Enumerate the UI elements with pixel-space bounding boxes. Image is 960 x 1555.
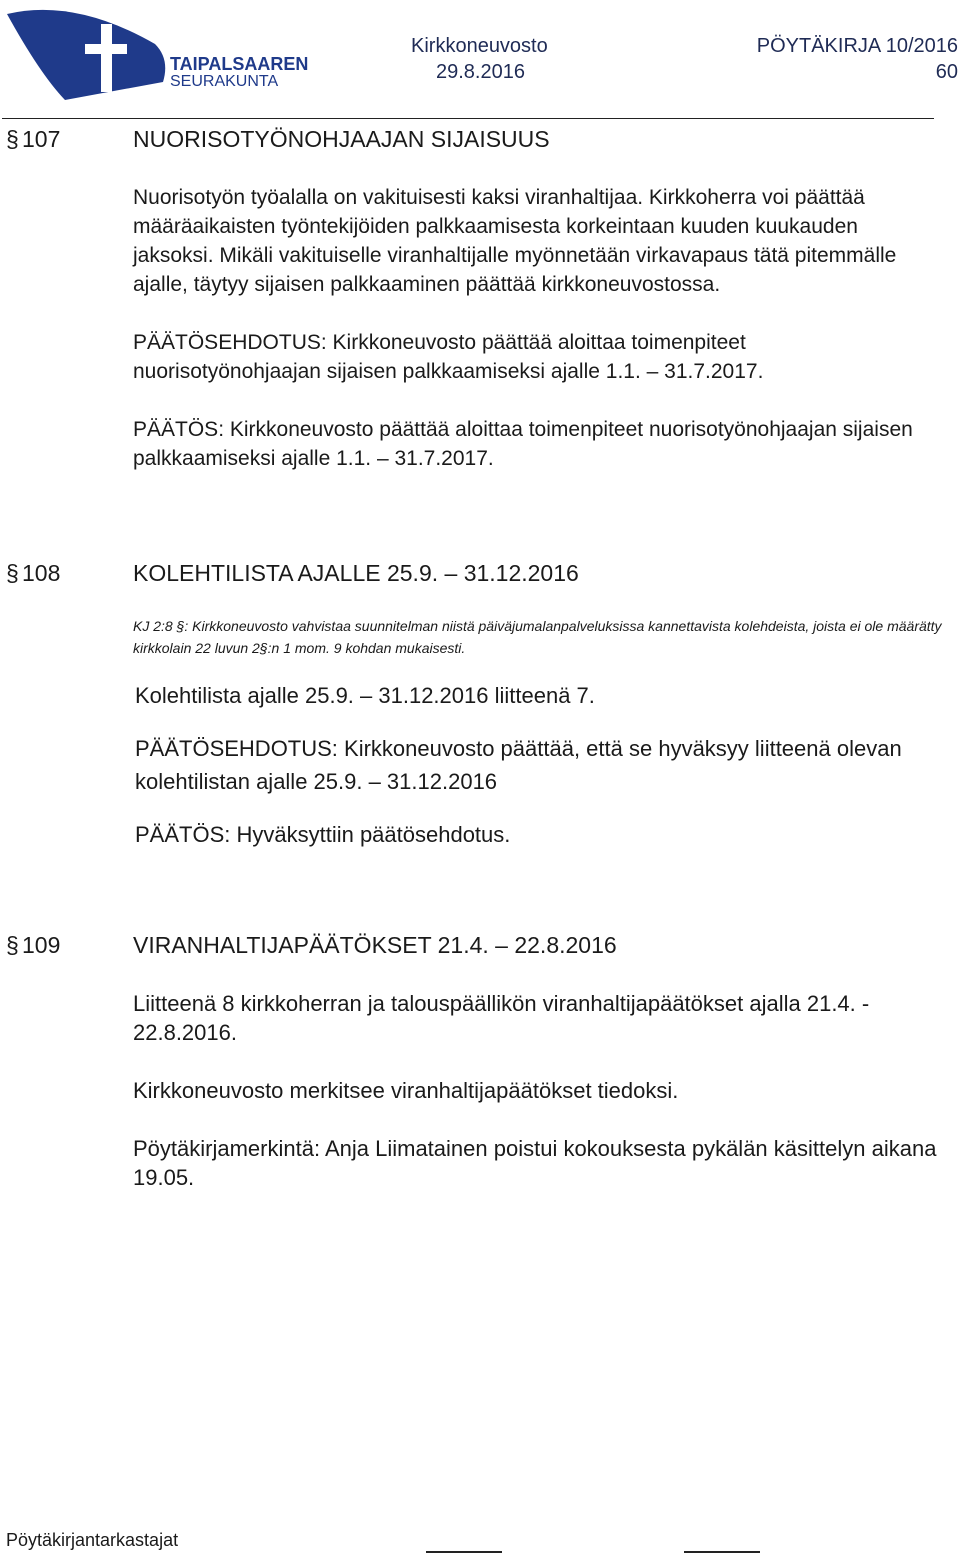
decision: PÄÄTÖS: Kirkkoneuvosto päättää aloittaa toimenpiteet nuorisotyönohjaajan sijaisen palkkaamiseksi ajalle 1.1. – 31.7.2017. [133, 418, 913, 470]
signature-line [684, 1551, 760, 1553]
minutes-note: Pöytäkirjamerkintä: Anja Liimatainen poistui kokouksesta pykälän käsittelyn aikana 19.05. [133, 1136, 937, 1190]
svg-text:SEURAKUNTA: SEURAKUNTA [170, 73, 279, 90]
section-title: NUORISOTYÖNOHJAAJAN SIJAISUUS [133, 126, 550, 152]
signature-line [426, 1551, 502, 1553]
section-symbol: § [6, 932, 19, 958]
section-heading-108 [0, 559, 940, 589]
section-heading-107 [0, 125, 940, 155]
section-title: VIRANHALTIJAPÄÄTÖKSET 21.4. – 22.8.2016 [133, 932, 617, 958]
section-number: 108 [22, 560, 61, 586]
section-symbol: § [6, 126, 19, 152]
section-title: KOLEHTILISTA AJALLE 25.9. – 31.12.2016 [133, 560, 579, 586]
paragraph: Kolehtilista ajalle 25.9. – 31.12.2016 liitteenä 7. [135, 683, 595, 708]
decision-proposal: PÄÄTÖSEHDOTUS: Kirkkoneuvosto päättää, että se hyväksyy liitteenä olevan kolehtilistan ajalle 25.9. – 31.12.2016 [135, 736, 902, 794]
decision-proposal: PÄÄTÖSEHDOTUS: Kirkkoneuvosto päättää aloittaa toimenpiteet nuorisotyönohjaajan sijaisen palkkaamiseksi ajalle 1.1. – 31.7.2017. [133, 331, 764, 383]
header-date: 29.8.2016 [436, 61, 525, 83]
header-document-id: PÖYTÄKIRJA 10/2016 [756, 35, 958, 57]
section-number: 109 [22, 932, 61, 958]
paragraph: Kirkkoneuvosto merkitsee viranhaltijapäätökset tiedoksi. [133, 1078, 679, 1103]
section-symbol: § [6, 560, 19, 586]
paragraph: Liitteenä 8 kirkkoherran ja talouspäällikön viranhaltijapäätökset ajalla 21.4. - 22.8.2016. [133, 991, 870, 1045]
paragraph: Nuorisotyön työalalla on vakituisesti kaksi viranhaltijaa. Kirkkoherra voi päättää määräaikaisten työntekijöiden palkkaamisesta korkeintaan kuuden kuukauden jaksoksi. Mikäli vakituiselle viranhaltijalle myönnetään virkavapaus tätä pitemmälle ajalle, täytyy sijaisen palkkaaminen päättää kirkkoneuvostossa. [133, 186, 897, 296]
decision: PÄÄTÖS: Hyväksyttiin päätösehdotus. [135, 822, 511, 847]
law-reference-note: KJ 2:8 §: Kirkkoneuvosto vahvistaa suunnitelman niistä päiväjumalanpalveluksissa kannettavista kolehdeista, joista ei ole määrätty kirkkolain 22 luvun 2§:n 1 mom. 9 kohdan mukaisesti. [133, 618, 942, 656]
header-organization: Kirkkoneuvosto [411, 35, 548, 57]
svg-text:TAIPALSAAREN: TAIPALSAAREN [170, 54, 309, 74]
section-number: 107 [22, 126, 61, 152]
header-page-number: 60 [935, 61, 958, 83]
header-rule [2, 118, 934, 119]
parish-logo [5, 4, 309, 104]
section-heading-109 [0, 931, 940, 961]
footer-label: Pöytäkirjantarkastajat [6, 1530, 179, 1550]
